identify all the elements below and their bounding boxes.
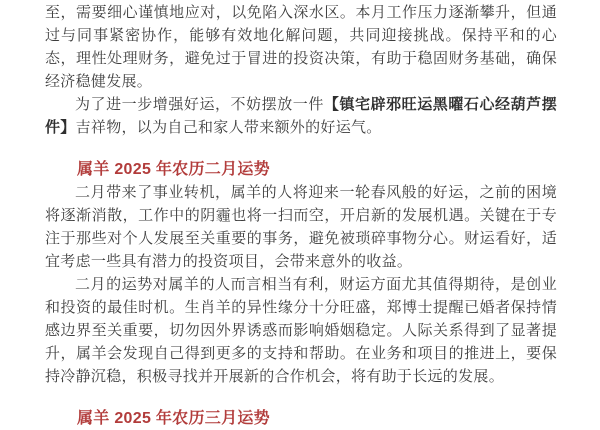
paragraph-lucky-charm (45, 93, 557, 139)
section-heading-february: 属羊 2025 年农历二月运势 (77, 161, 270, 178)
paragraph-february-2: 二月的运势对属羊的人而言相当有利，财运方面尤其值得期待，是创业和投资的最佳时机。生肖羊的异性缘分十分旺盛，郑博士提醒已婚者保持情感边界至关重要，切勿因外界诱惑而影响婚姻稳定。人际关系得到了显著提升，属羊会发现自己得到更多的支持和帮助。在业务和项目的推进上，要保持冷静沉稳，积极寻找并开展新的合作机会，将有助于长远的发展。 (45, 276, 557, 385)
lucky-charm-text-after: 吉祥物，以为自己和家人带来额外的好运气。 (75, 119, 382, 136)
paragraph-career-finance: 至，需要细心谨慎地应对，以免陷入深水区。本月工作压力逐渐攀升，但通过与同事紧密协作，能够有效地化解问题，共同迎接挑战。保持平和的心态，理性处理财务，避免过于冒进的投资决策，有助于稳固财务基础，确保经济稳健发展。 (45, 4, 557, 90)
lucky-charm-item-name: 【镇宅辟邪旺运黑曜石心经葫芦摆件】 (45, 96, 557, 136)
paragraph-february-1: 二月带来了事业转机，属羊的人将迎来一轮春风般的好运，之前的困境将逐渐消散，工作中的阴霾也将一扫而空，开启新的发展机遇。关键在于专注于那些对个人发展至关重要的事务，避免被琐碎事物分心。财运看好，适宜考虑一些具有潜力的投资项目，会带来意外的收益。 (45, 184, 557, 270)
section-heading-march: 属羊 2025 年农历三月运势 (77, 410, 270, 427)
lucky-charm-text-before: 为了进一步增强好运，不妨摆放一件 (75, 96, 324, 113)
